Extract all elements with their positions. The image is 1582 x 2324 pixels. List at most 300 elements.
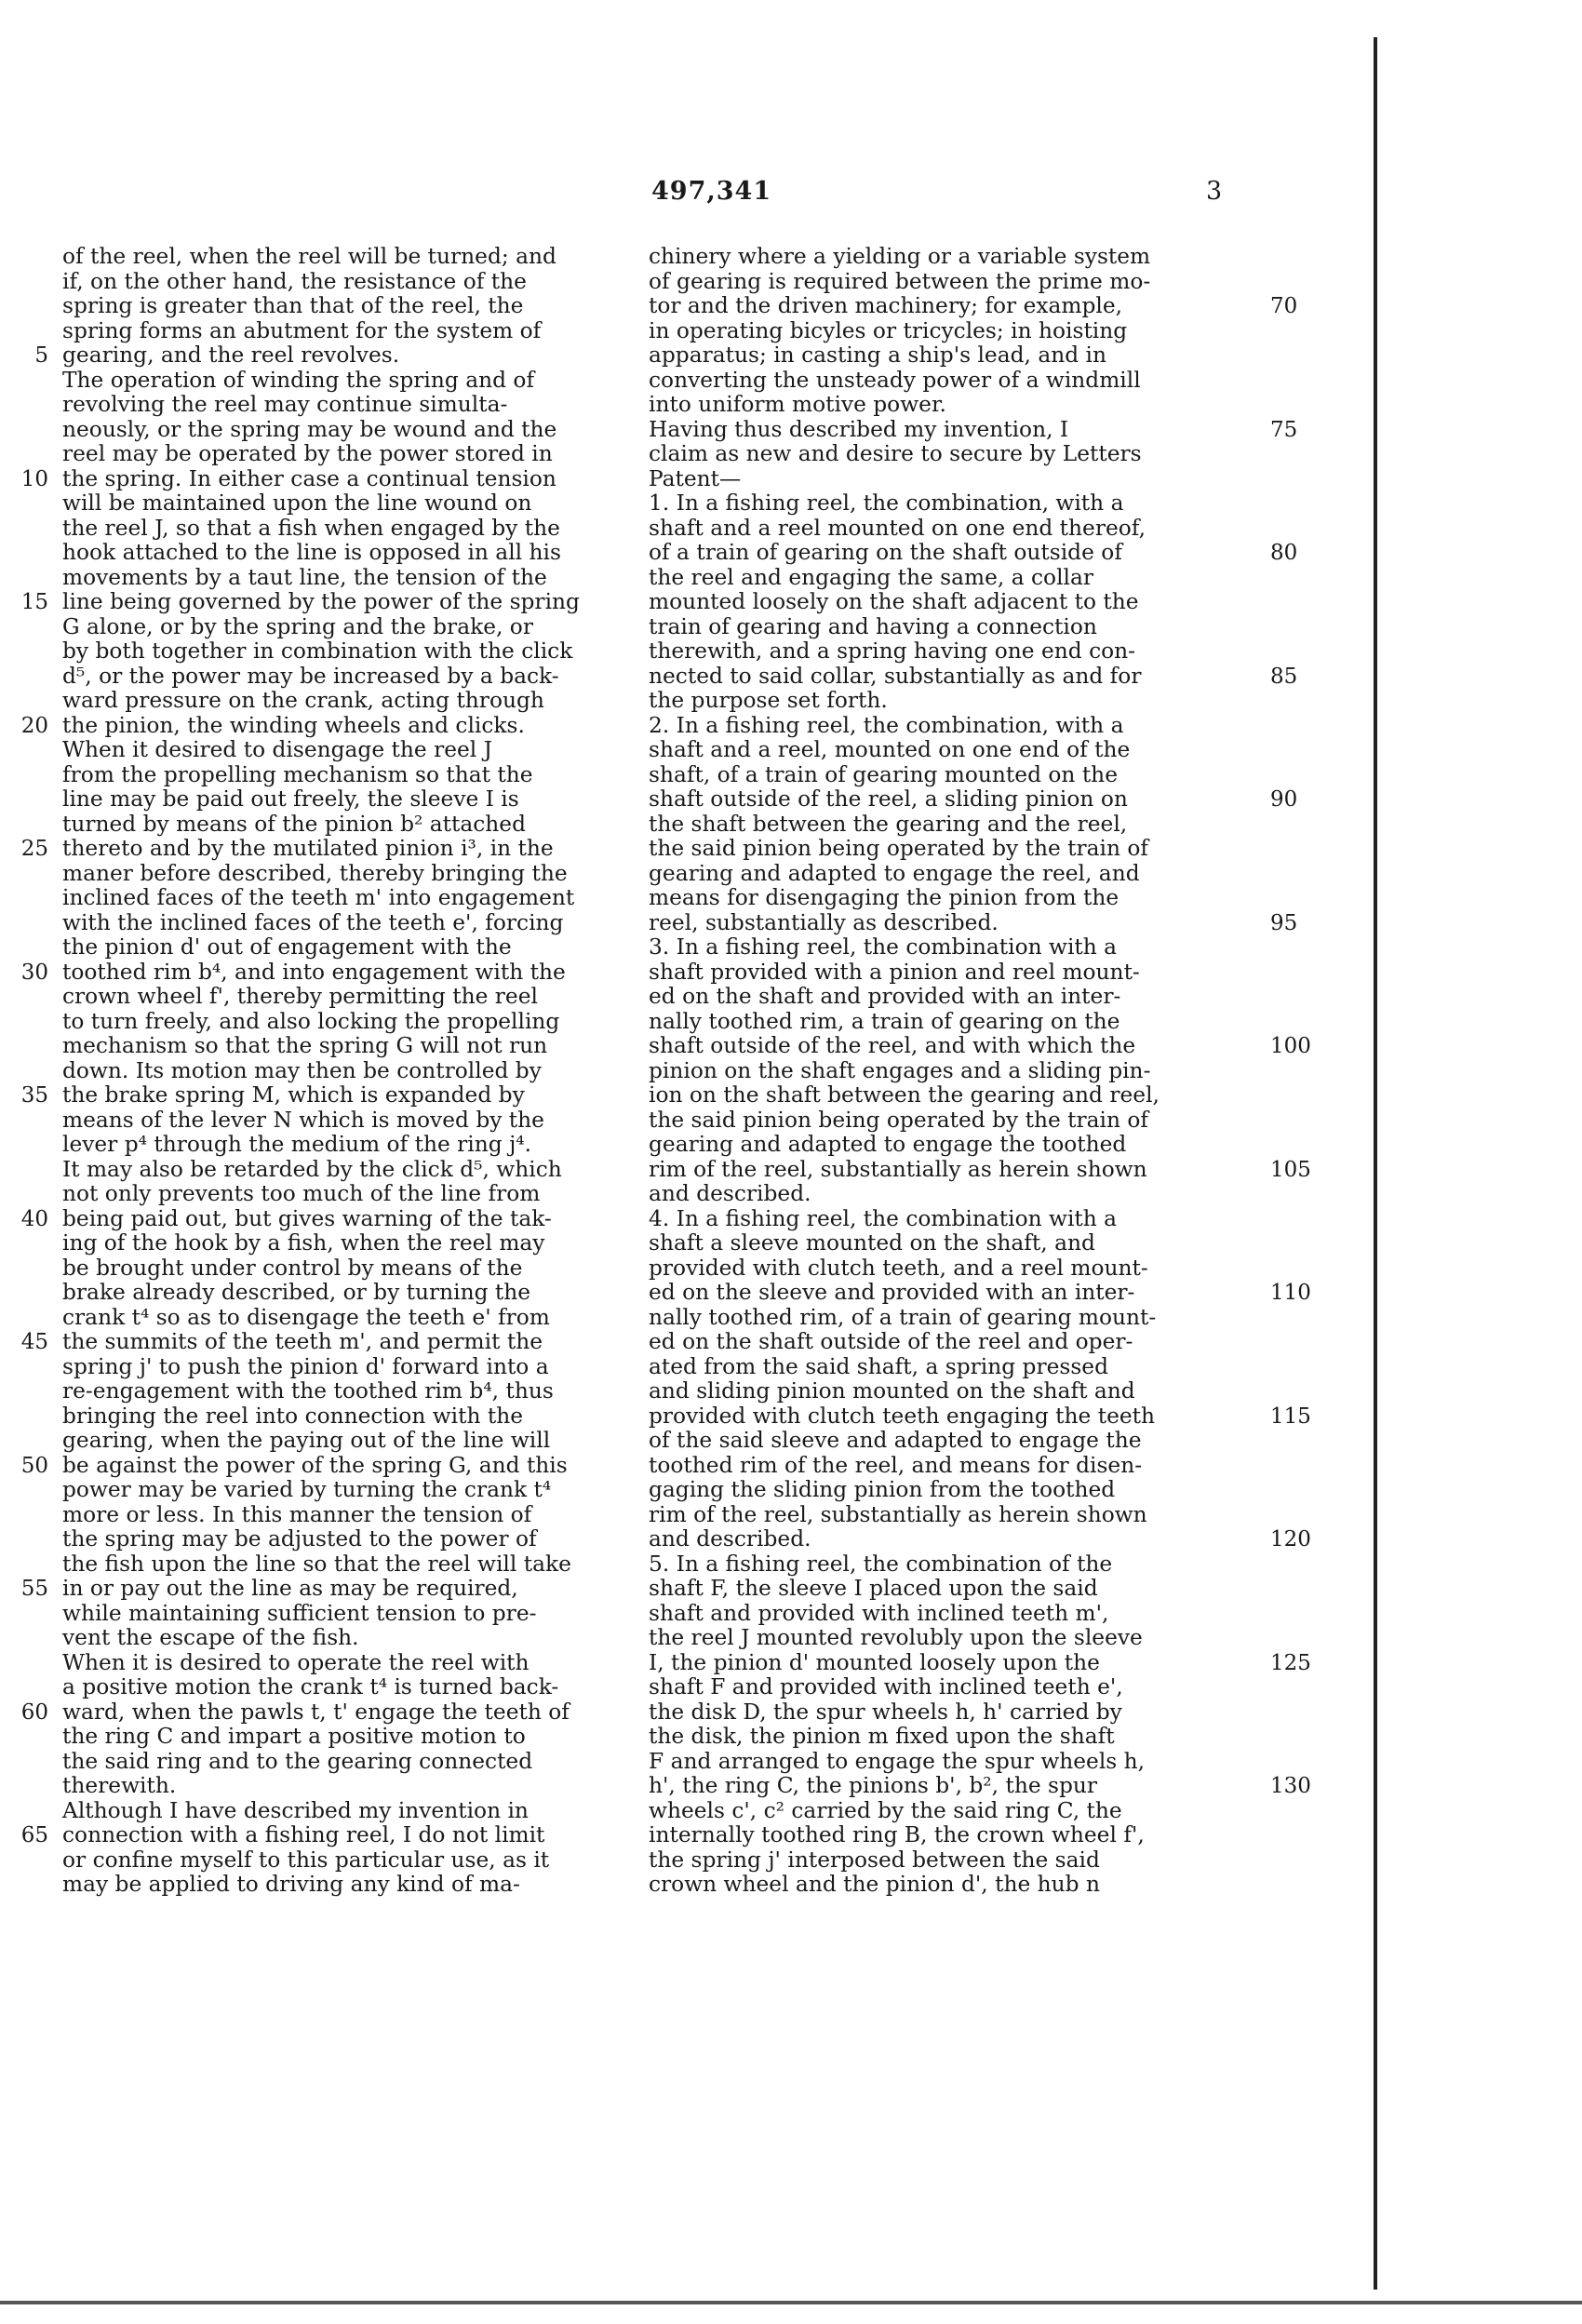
text-line [62, 1848, 667, 1874]
line-number: 130 [1270, 1774, 1311, 1798]
line-text: movements by a taut line, the tension of the [62, 564, 547, 590]
line-text: power may be varied by turning the crank t⁴ [62, 1477, 552, 1502]
line-text: 4. In a fishing reel, the combination with a [649, 1205, 1118, 1231]
text-line [649, 540, 1298, 566]
text-line [649, 862, 1254, 887]
text-line [62, 1774, 667, 1799]
line-text: thereto and by the mutilated pinion i³, in the [62, 836, 554, 861]
text-line [649, 639, 1254, 665]
line-text: shaft and a reel, mounted on one end of the [649, 737, 1131, 762]
text-line [649, 1750, 1254, 1775]
text-line [62, 245, 667, 270]
text-line [649, 1010, 1254, 1035]
text-line [62, 517, 667, 542]
text-line [62, 1133, 667, 1158]
text-line [649, 813, 1254, 838]
line-text: not only prevents too much of the line from [62, 1181, 541, 1206]
text-line [649, 1799, 1254, 1824]
text-line [649, 319, 1254, 344]
text-line [62, 1010, 667, 1035]
line-text: down. Its motion may then be controlled by [62, 1057, 542, 1083]
line-text: will be maintained upon the line wound on [62, 490, 532, 516]
line-text: inclined faces of the teeth m' into engagement [62, 885, 575, 910]
text-line [20, 465, 667, 492]
line-text: shaft a sleeve mounted on the shaft, and [649, 1230, 1095, 1256]
line-text: spring forms an abutment for the system of [62, 317, 542, 343]
line-number: 45 [20, 1330, 48, 1354]
line-text: be brought under control by means of the [62, 1255, 523, 1281]
text-line [649, 1429, 1254, 1454]
line-text: to turn freely, and also locking the propelling [62, 1008, 560, 1034]
line-text: turned by means of the pinion b² attached [62, 811, 527, 837]
text-line [649, 293, 1298, 319]
text-line [62, 1108, 667, 1134]
line-text: The operation of winding the spring and of [62, 367, 535, 393]
text-line [649, 245, 1254, 270]
page-edge-rule [1374, 37, 1377, 2290]
text-line [62, 1873, 667, 1898]
text-line [649, 1577, 1254, 1602]
line-text: ated from the said shaft, a spring pressed [649, 1353, 1108, 1379]
line-text: When it desired to disengage the reel J [62, 737, 492, 762]
text-line [62, 1626, 667, 1651]
line-text: the reel J, so that a fish when engaged by the [62, 515, 560, 541]
line-text: wheels c', c² carried by the said ring C, the [649, 1797, 1122, 1823]
line-number: 50 [20, 1453, 48, 1478]
text-line [62, 1675, 667, 1700]
text-line [649, 1526, 1311, 1552]
line-text: 1. In a fishing reel, the combination, with a [649, 490, 1124, 516]
line-text: the spring. In either case a continual tension [62, 465, 556, 491]
text-line [649, 393, 1254, 418]
page-number: 3 [1206, 177, 1223, 206]
line-text: ward, when the pawls t, t' engage the teeth of [62, 1699, 570, 1725]
line-text: gearing, and the reel revolves. [62, 343, 400, 368]
line-text: spring j' to push the pinion d' forward into a [62, 1353, 549, 1379]
text-line [20, 836, 667, 862]
line-text: the disk D, the spur wheels h, h' carried by [649, 1699, 1122, 1725]
text-line [20, 1576, 667, 1602]
line-text: 2. In a fishing reel, the combination, with a [649, 712, 1124, 738]
page-header [0, 177, 1582, 205]
line-text: the reel J mounted revolubly upon the sleeve [649, 1625, 1143, 1650]
line-text: train of gearing and having a connection [649, 613, 1097, 639]
line-number: 80 [1270, 541, 1298, 565]
line-number: 100 [1270, 1034, 1311, 1058]
line-text: of the reel, when the reel will be turned; and [62, 244, 556, 269]
line-number: 10 [20, 466, 48, 491]
text-line [649, 763, 1254, 788]
line-text: a positive motion the crank t⁴ is turned back- [62, 1674, 559, 1699]
line-text: nected to said collar, substantially as and for [649, 663, 1142, 689]
line-text: into uniform motive power. [649, 392, 946, 417]
text-line [649, 442, 1254, 467]
text-line [649, 663, 1298, 690]
line-text: line may be paid out freely, the sleeve I is [62, 786, 519, 812]
text-line [62, 442, 667, 467]
line-text: Although I have described my invention in [62, 1797, 529, 1823]
text-line [649, 1725, 1254, 1750]
line-text: re-engagement with the toothed rim b⁴, thus [62, 1378, 554, 1404]
line-text: gaging the sliding pinion from the toothed [649, 1477, 1116, 1502]
text-line [62, 1602, 667, 1627]
line-text: more or less. In this manner the tension of [62, 1501, 532, 1527]
text-line [649, 1330, 1254, 1355]
line-text: Having thus described my invention, I [649, 416, 1069, 442]
line-number: 25 [20, 837, 48, 861]
line-text: the spring may be adjusted to the power of [62, 1526, 537, 1552]
line-text: F and arranged to engage the spur wheels h, [649, 1748, 1146, 1774]
line-text: brake already described, or by turning the [62, 1280, 531, 1305]
patent-number: 497,341 [651, 177, 772, 206]
text-line [649, 491, 1254, 517]
line-text: crown wheel and the pinion d', the hub n [649, 1872, 1100, 1897]
text-line [62, 738, 667, 763]
text-line [62, 369, 667, 394]
line-text: the disk, the pinion m fixed upon the shaft [649, 1724, 1115, 1749]
text-line [649, 1182, 1254, 1207]
text-line [62, 1034, 667, 1059]
text-line [34, 343, 667, 369]
line-number: 65 [20, 1823, 48, 1847]
text-line [62, 1182, 667, 1207]
line-number: 75 [1270, 417, 1298, 442]
text-line [62, 393, 667, 418]
line-text: ed on the sleeve and provided with an inter- [649, 1280, 1135, 1305]
line-text: maner before described, thereby bringing the [62, 860, 568, 886]
line-text: if, on the other hand, the resistance of the [62, 268, 527, 294]
line-text: gearing and adapted to engage the reel, and [649, 860, 1140, 886]
text-line [649, 270, 1254, 295]
line-text: It may also be retarded by the click d⁵, which [62, 1156, 562, 1182]
text-line [62, 935, 667, 960]
line-text: in or pay out the line as may be required, [62, 1576, 518, 1601]
line-text: h', the ring C, the pinions b', b², the spur [649, 1773, 1098, 1798]
line-text: shaft F, the sleeve I placed upon the said [649, 1576, 1098, 1601]
line-text: the pinion, the winding wheels and clicks. [62, 712, 525, 738]
line-text: the spring j' interposed between the said [649, 1847, 1100, 1873]
line-text: neously, or the spring may be wound and the [62, 416, 557, 442]
line-text: being paid out, but gives warning of the tak- [62, 1205, 552, 1231]
text-line [62, 1799, 667, 1824]
text-line [62, 615, 667, 640]
line-text: shaft outside of the reel, and with which the [649, 1033, 1136, 1058]
line-text: and described. [649, 1181, 811, 1206]
line-text: connection with a fishing reel, I do not limit [62, 1822, 545, 1847]
line-number: 115 [1270, 1404, 1311, 1429]
text-line [649, 1059, 1254, 1084]
line-text: therewith, and a spring having one end con- [649, 638, 1136, 664]
text-line [649, 1207, 1254, 1232]
text-line [649, 1700, 1254, 1726]
text-line [649, 615, 1254, 640]
line-text: therewith. [62, 1773, 177, 1798]
text-line [62, 541, 667, 566]
line-text: be against the power of the spring G, and this [62, 1452, 568, 1478]
line-text: in operating bicyles or tricycles; in hoisting [649, 317, 1128, 343]
line-number: 55 [20, 1577, 48, 1601]
text-line [649, 1280, 1311, 1306]
line-text: revolving the reel may continue simulta- [62, 392, 508, 417]
line-text: toothed rim of the reel, and means for disen- [649, 1452, 1143, 1478]
text-line [62, 1281, 667, 1306]
text-line [62, 418, 667, 443]
line-number: 70 [1270, 294, 1298, 318]
line-text: tor and the driven machinery; for example, [649, 293, 1123, 318]
line-text: mechanism so that the spring G will not run [62, 1033, 548, 1058]
text-line [649, 1823, 1254, 1848]
text-line [62, 1552, 667, 1578]
text-line [62, 689, 667, 714]
left-text-column [20, 244, 667, 1898]
line-number: 120 [1270, 1527, 1311, 1552]
text-line [62, 1256, 667, 1282]
text-line [649, 689, 1254, 714]
text-line [62, 491, 667, 517]
line-text: mounted loosely on the shaft adjacent to the [649, 589, 1139, 614]
line-text: vent the escape of the fish. [62, 1625, 359, 1650]
text-line [649, 960, 1254, 986]
text-line [649, 369, 1254, 394]
line-text: 5. In a fishing reel, the combination of the [649, 1551, 1113, 1577]
line-text: by both together in combination with the click [62, 638, 573, 664]
line-text: d⁵, or the power may be increased by a back- [62, 663, 559, 689]
text-line [20, 1329, 667, 1355]
line-text: means of the lever N which is moved by the [62, 1107, 544, 1133]
text-line [649, 909, 1298, 936]
text-line [649, 1626, 1254, 1651]
text-line [20, 1822, 667, 1848]
text-line [649, 1675, 1254, 1700]
text-line [62, 1158, 667, 1183]
text-line [62, 294, 667, 319]
line-text: ion on the shaft between the gearing and reel, [649, 1082, 1160, 1108]
line-text: the said ring and to the gearing connected [62, 1748, 533, 1774]
line-text: rim of the reel, substantially as herein shown [649, 1156, 1147, 1182]
text-line [62, 862, 667, 887]
line-number: 20 [20, 713, 48, 738]
text-line [649, 1379, 1254, 1404]
text-line [649, 1873, 1254, 1898]
line-text: lever p⁴ through the medium of the ring j⁴. [62, 1132, 532, 1157]
text-line [649, 1108, 1254, 1134]
line-text: crown wheel f', thereby permitting the reel [62, 984, 538, 1009]
text-line [62, 813, 667, 838]
text-line [649, 566, 1254, 591]
line-text: When it is desired to operate the reel with [62, 1649, 530, 1675]
line-text: nally toothed rim, of a train of gearing mount- [649, 1304, 1157, 1330]
line-number: 40 [20, 1206, 48, 1231]
line-text: ed on the shaft outside of the reel and oper- [649, 1329, 1133, 1354]
text-line [62, 665, 667, 690]
text-line [62, 985, 667, 1010]
right-text-column [649, 244, 1311, 1898]
text-line [649, 1403, 1311, 1430]
line-text: the ring C and impart a positive motion to [62, 1724, 526, 1749]
line-text: the purpose set forth. [649, 688, 888, 713]
text-line [649, 416, 1298, 443]
text-line [649, 1848, 1254, 1874]
line-text: the brake spring M, which is expanded by [62, 1082, 525, 1108]
line-text: line being governed by the power of the spring [62, 589, 580, 614]
line-text: toothed rim b⁴, and into engagement with the [62, 959, 566, 985]
text-line [649, 517, 1254, 542]
line-number: 125 [1270, 1650, 1311, 1675]
text-line [62, 1355, 667, 1380]
text-line [649, 1306, 1254, 1331]
line-number: 35 [20, 1083, 48, 1108]
line-number: 15 [20, 590, 48, 614]
line-text: the summits of the teeth m', and permit the [62, 1329, 543, 1354]
line-text: nally toothed rim, a train of gearing on the [649, 1008, 1120, 1034]
text-line [649, 714, 1254, 739]
text-line [649, 1033, 1311, 1059]
line-text: while maintaining sufficient tension to pre- [62, 1600, 537, 1626]
text-line [649, 1649, 1311, 1676]
text-line [649, 1133, 1254, 1158]
line-text: gearing and adapted to engage the toothed [649, 1132, 1127, 1157]
line-text: with the inclined faces of the teeth e', forcing [62, 909, 564, 935]
text-line [649, 467, 1254, 492]
text-line [62, 1429, 667, 1454]
text-line [62, 1306, 667, 1331]
line-number: 110 [1270, 1281, 1311, 1305]
line-text: the reel and engaging the same, a collar [649, 564, 1094, 590]
text-line [20, 959, 667, 986]
line-text: and described. [649, 1526, 811, 1552]
text-line [649, 1602, 1254, 1627]
text-line [20, 1699, 667, 1726]
text-line [62, 319, 667, 344]
line-text: pinion on the shaft engages and a sliding pin- [649, 1057, 1151, 1083]
line-number: 95 [1270, 910, 1298, 935]
line-text: ing of the hook by a fish, when the reel may [62, 1230, 545, 1256]
text-line [649, 1478, 1254, 1503]
line-text: the said pinion being operated by the train of [649, 836, 1149, 861]
line-number: 5 [34, 343, 48, 368]
text-line [649, 1156, 1311, 1183]
text-line [62, 1527, 667, 1552]
text-line [62, 1478, 667, 1503]
text-line [62, 1379, 667, 1404]
line-text: provided with clutch teeth engaging the teeth [649, 1403, 1156, 1429]
line-text: from the propelling mechanism so that the [62, 761, 533, 787]
line-text: or confine myself to this particular use, as it [62, 1847, 550, 1873]
line-text: chinery where a yielding or a variable system [649, 244, 1151, 269]
line-number: 85 [1270, 664, 1298, 689]
text-line [20, 1205, 667, 1232]
line-text: apparatus; in casting a ship's lead, and in [649, 343, 1106, 368]
line-text: shaft and a reel mounted on one end thereof, [649, 515, 1146, 541]
line-text: the shaft between the gearing and the reel, [649, 811, 1128, 837]
line-text: internally toothed ring B, the crown wheel f', [649, 1822, 1145, 1847]
text-line [62, 886, 667, 911]
text-line [62, 1404, 667, 1430]
line-text: shaft, of a train of gearing mounted on the [649, 761, 1118, 787]
line-text: of gearing is required between the prime mo- [649, 268, 1151, 294]
line-text: the fish upon the line so that the reel will take [62, 1551, 571, 1577]
text-line [649, 1256, 1254, 1282]
text-line [649, 786, 1298, 813]
line-text: converting the unsteady power of a windmill [649, 367, 1141, 393]
line-text: hook attached to the line is opposed in all his [62, 540, 561, 565]
line-text: spring is greater than that of the reel, the [62, 293, 524, 318]
text-line [62, 1059, 667, 1084]
line-text: gearing, when the paying out of the line will [62, 1428, 551, 1453]
line-text: reel, substantially as described. [649, 909, 999, 935]
text-line [649, 343, 1254, 369]
line-text: the pinion d' out of engagement with the [62, 934, 512, 960]
text-line [649, 886, 1254, 911]
line-text: ed on the shaft and provided with an inter- [649, 984, 1121, 1009]
text-line [649, 837, 1254, 862]
line-text: crank t⁴ so as to disengage the teeth e' from [62, 1304, 550, 1330]
line-text: reel may be operated by the power stored in [62, 441, 553, 466]
bottom-edge-rule [0, 2301, 1582, 2304]
text-line [649, 985, 1254, 1010]
line-text: provided with clutch teeth, and a reel mount- [649, 1255, 1148, 1281]
text-line [62, 787, 667, 813]
line-text: G alone, or by the spring and the brake, or [62, 613, 533, 639]
text-line [649, 1355, 1254, 1380]
line-number: 90 [1270, 787, 1298, 812]
line-text: and sliding pinion mounted on the shaft and [649, 1378, 1135, 1404]
text-line [20, 1452, 667, 1479]
line-text: shaft F and provided with inclined teeth e', [649, 1674, 1123, 1699]
text-line [62, 566, 667, 591]
text-line [62, 639, 667, 665]
text-line [62, 270, 667, 295]
line-text: I, the pinion d' mounted loosely upon the [649, 1649, 1100, 1675]
text-line [649, 738, 1254, 763]
text-line [649, 1503, 1254, 1528]
line-text: shaft and provided with inclined teeth m', [649, 1600, 1109, 1626]
line-text: 3. In a fishing reel, the combination with a [649, 934, 1118, 960]
line-number: 60 [20, 1699, 48, 1725]
text-line [62, 1651, 667, 1676]
line-text: bringing the reel into connection with the [62, 1403, 524, 1429]
text-line [62, 1725, 667, 1750]
line-text: Patent— [649, 465, 742, 491]
line-number: 30 [20, 960, 48, 985]
text-line [649, 1083, 1254, 1108]
text-line [649, 1773, 1311, 1799]
line-text: ward pressure on the crank, acting through [62, 688, 544, 713]
text-line [62, 1750, 667, 1775]
text-line [62, 1231, 667, 1256]
text-line [649, 590, 1254, 615]
line-text: the said pinion being operated by the train of [649, 1107, 1149, 1133]
line-text: claim as new and desire to secure by Letters [649, 441, 1142, 466]
text-line [20, 1082, 667, 1108]
line-text: rim of the reel, substantially as herein shown [649, 1501, 1147, 1527]
line-text: shaft provided with a pinion and reel mount- [649, 959, 1140, 985]
line-text: may be applied to driving any kind of ma- [62, 1872, 520, 1897]
text-line [649, 1231, 1254, 1256]
line-text: of the said sleeve and adapted to engage the [649, 1428, 1142, 1453]
line-text: shaft outside of the reel, a sliding pinion on [649, 786, 1128, 812]
text-line [62, 1503, 667, 1528]
text-line [649, 1454, 1254, 1479]
text-line [649, 935, 1254, 960]
text-line [20, 712, 667, 739]
line-text: of a train of gearing on the shaft outside of [649, 540, 1122, 565]
text-line [62, 763, 667, 788]
text-line [20, 589, 667, 615]
line-number: 105 [1270, 1157, 1311, 1182]
text-line [62, 911, 667, 936]
text-line [649, 1552, 1254, 1578]
